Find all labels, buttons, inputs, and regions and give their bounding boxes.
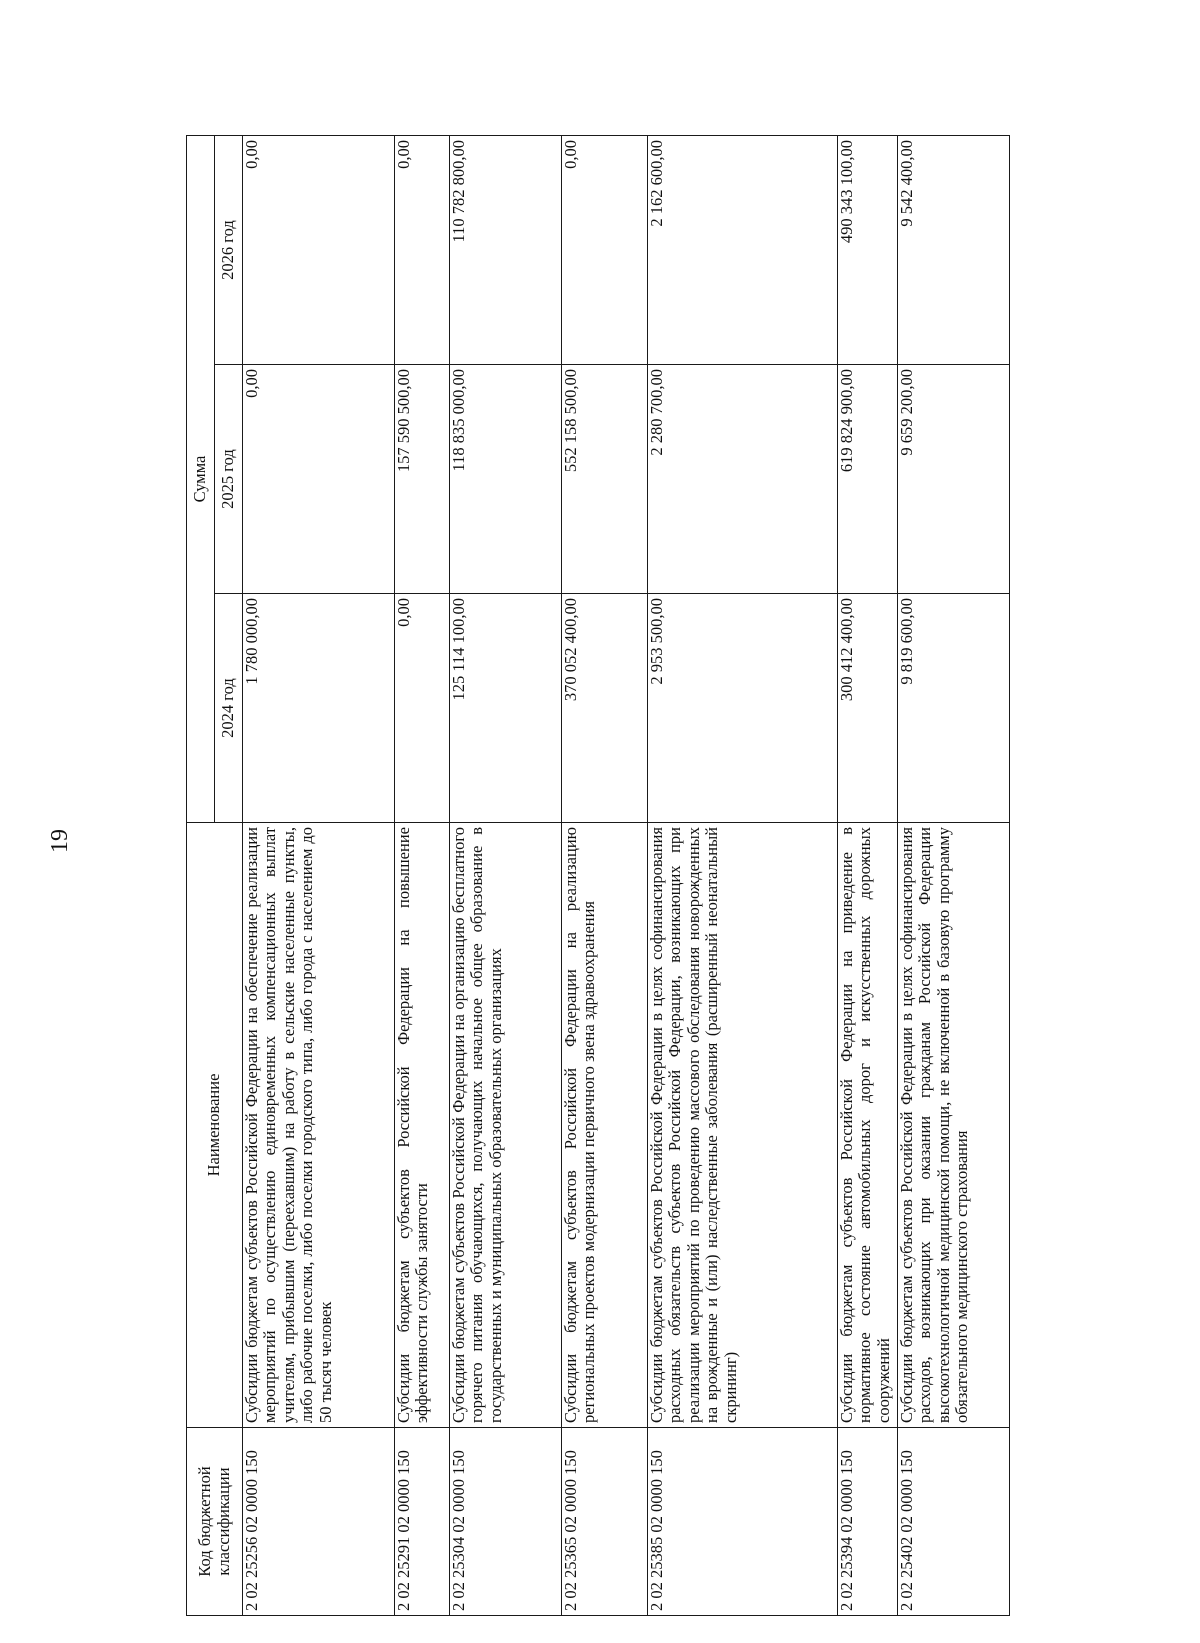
row-name: Субсидии бюджетам субъектов Российской Федерации в целях софинансирования расходов, возникающих при оказании гражданам Российской Федерации высокотехнологичной медицинской помощи, не включенной в базовую программу обязательного медицинского страхования [898, 823, 1010, 1428]
row-amount-2025: 2 280 700,00 [648, 365, 838, 594]
table-row [450, 136, 562, 1616]
header-year-2025: 2025 год [215, 365, 243, 594]
header-year-2024: 2024 год [215, 594, 243, 823]
row-amount-2025: 0,00 [243, 365, 395, 594]
row-amount-2024: 1 780 000,00 [243, 594, 395, 823]
row-name: Субсидии бюджетам субъектов Российской Федерации на обеспечение реализации мероприятий по осуществлению единовременных компенсационных выплат учителям, прибывшим (переехавшим) на работу в сельские населенные пункты, либо рабочие поселки, либо поселки городского типа, либо города с населением до 50 тысяч человек [243, 823, 395, 1428]
row-amount-2026: 110 782 800,00 [450, 136, 562, 365]
table-row [395, 136, 450, 1616]
budget-table [186, 135, 1010, 1616]
table-row [838, 136, 898, 1616]
row-amount-2026: 490 343 100,00 [838, 136, 898, 365]
table-row [648, 136, 838, 1616]
table-row [243, 136, 395, 1616]
row-code: 2 02 25394 02 0000 150 [838, 1428, 898, 1616]
table-row [562, 136, 648, 1616]
row-amount-2026: 2 162 600,00 [648, 136, 838, 365]
row-amount-2024: 2 953 500,00 [648, 594, 838, 823]
row-name: Субсидии бюджетам субъектов Российской Федерации на организацию бесплатного горячего питания обучающихся, получающих начальное общее образование в государственных и муниципальных образовательных организациях [450, 823, 562, 1428]
row-name: Субсидии бюджетам субъектов Российской Федерации на повышение эффективности службы занятости [395, 823, 450, 1428]
row-amount-2025: 552 158 500,00 [562, 365, 648, 594]
row-amount-2025: 118 835 000,00 [450, 365, 562, 594]
row-code: 2 02 25256 02 0000 150 [243, 1428, 395, 1616]
row-code: 2 02 25385 02 0000 150 [648, 1428, 838, 1616]
header-sum: Сумма [187, 136, 215, 823]
rotated-table-container [186, 136, 998, 1616]
row-name: Субсидии бюджетам субъектов Российской Федерации на приведение в нормативное состояние автомобильных дорог и искусственных дорожных сооружений [838, 823, 898, 1428]
row-name: Субсидии бюджетам субъектов Российской Федерации в целях софинансирования расходных обязательств субъектов Российской Федерации, возникающих при реализации мероприятий по проведению массового обследования новорожденных на врожденные и (или) наследственные заболевания (расширенный неонатальный скрининг) [648, 823, 838, 1428]
header-code: Код бюджетной классификации [187, 1428, 243, 1616]
page-number: 19 [47, 829, 73, 853]
row-amount-2026: 0,00 [395, 136, 450, 365]
header-year-2026: 2026 год [215, 136, 243, 365]
table-row [898, 136, 1010, 1616]
header-name: Наименование [187, 823, 243, 1428]
row-amount-2025: 157 590 500,00 [395, 365, 450, 594]
row-code: 2 02 25304 02 0000 150 [450, 1428, 562, 1616]
row-code: 2 02 25291 02 0000 150 [395, 1428, 450, 1616]
row-amount-2026: 9 542 400,00 [898, 136, 1010, 365]
row-amount-2024: 125 114 100,00 [450, 594, 562, 823]
row-amount-2026: 0,00 [562, 136, 648, 365]
row-code: 2 02 25402 02 0000 150 [898, 1428, 1010, 1616]
row-amount-2024: 9 819 600,00 [898, 594, 1010, 823]
row-name: Субсидии бюджетам субъектов Российской Федерации на реализацию региональных проектов модернизации первичного звена здравоохранения [562, 823, 648, 1428]
row-amount-2026: 0,00 [243, 136, 395, 365]
row-amount-2025: 9 659 200,00 [898, 365, 1010, 594]
row-code: 2 02 25365 02 0000 150 [562, 1428, 648, 1616]
row-amount-2024: 370 052 400,00 [562, 594, 648, 823]
row-amount-2024: 0,00 [395, 594, 450, 823]
row-amount-2024: 300 412 400,00 [838, 594, 898, 823]
row-amount-2025: 619 824 900,00 [838, 365, 898, 594]
